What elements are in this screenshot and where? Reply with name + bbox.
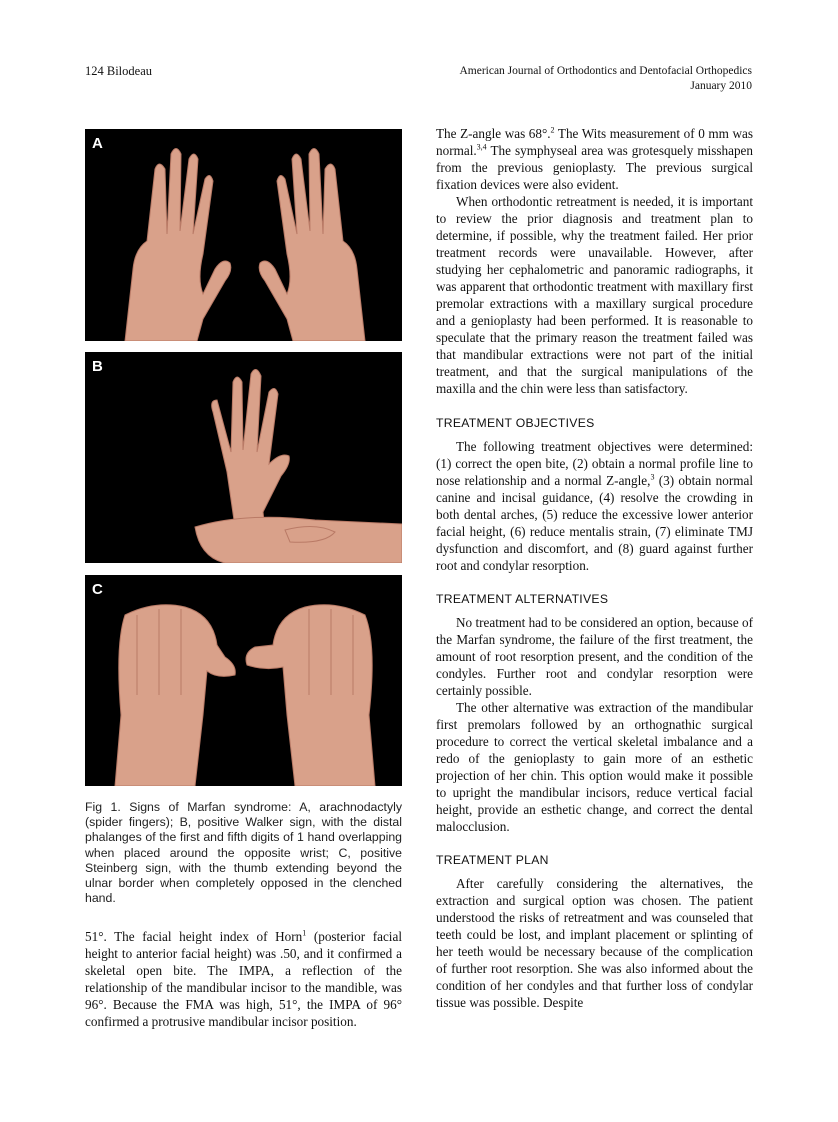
p3-text-a: The following treatment objectives were determined: (1) correct the open bite, (2) obtain a normal profile line to nose relationship and a normal Z-angle, — [436, 439, 753, 488]
reference-superscript: 3,4 — [476, 142, 487, 152]
paragraph-retreatment: When orthodontic retreatment is needed, it is important to review the prior diagnosis and treatment plan to determine, if possible, why the treatment failed. Her prior treatment records were unavailable. However, after studying her cephalometric and panoramic radiographs, it was apparent that orthodontic treatment with maxillary first premolar extractions with a maxillary surgical procedure and a genioplasty had been performed. It is reasonable to speculate that the primary reason the treatment failed was that mandibular extractions were not part of the initial treatment, and that the surgical manipulations of the maxilla and the chin were less than satisfactory. — [436, 194, 753, 396]
figure-panel-b — [85, 352, 402, 563]
paragraph-extraction-alternative: The other alternative was extraction of the mandibular first premolars followed by an orthognathic surgical procedure to correct the vertical skeletal imbalance and a redo of the genioplasty to gain more of an esthetic projection of her chin. This option would make it possible to upright the mandibular incisors, reduce vertical facial height, provide an esthetic change, and correct the dental malocclusion. — [436, 700, 753, 834]
figure-panel-c — [85, 575, 402, 786]
heading-treatment-alternatives: TREATMENT ALTERNATIVES — [436, 592, 609, 606]
paragraph-no-treatment: No treatment had to be considered an option, because of the Marfan syndrome, the failure of the first treatment, the amount of root resorption present, and the condition of the condyles. Further root and condylar resorption were certainly possible. — [436, 615, 753, 698]
panel-label-a: A — [92, 135, 103, 152]
running-header-page-author: 124 Bilodeau — [85, 64, 153, 78]
reference-superscript: 2 — [550, 125, 555, 135]
p1-text-a: The Z-angle was 68°. — [436, 126, 551, 141]
right-column — [436, 125, 753, 1011]
left-column-paragraph — [85, 928, 402, 1030]
heading-treatment-plan: TREATMENT PLAN — [436, 853, 549, 867]
panel-label-b: B — [92, 358, 103, 375]
heading-treatment-objectives: TREATMENT OBJECTIVES — [436, 416, 595, 430]
figure-caption-text: Fig 1. Signs of Marfan syndrome: A, arachnodactyly (spider fingers); B, positive Walker sign, with the distal phalanges of the first and fifth digits of 1 hand overlapping when placed around the opposite wrist; C, positive Steinberg sign, with the thumb extending beyond the ulnar border when completely opposed in the clenched hand. — [85, 800, 402, 906]
p3-text-b: (3) obtain normal canine and incisal guidance, (4) resolve the crowding in both dental arches, (5) reduce the excessive lower anterior facial height, (6) reduce mentalis strain, (7) eliminate TMJ dysfunction and discomfort, and (8) guard against further root and condylar resorption. — [436, 473, 753, 573]
figure-panel-a — [85, 129, 402, 341]
left-text-a: 51°. The facial height index of Horn — [85, 929, 303, 944]
issue-date: January 2010 — [690, 80, 752, 92]
hands-photo-b — [85, 352, 402, 563]
paragraph-treatment-plan: After carefully considering the alternatives, the extraction and surgical option was chosen. The patient understood the risks of retreatment and was counseled that teeth could be lost, and implant placement or splinting of her teeth would be necessary because of the complication of further root resorption. She was also informed about the condition of her condyles and that further loss of condylar tissue was possible. Despite — [436, 876, 753, 1010]
paragraph-objectives — [436, 438, 753, 574]
left-text-b: (posterior facial height to anterior facial height) was .50, and it confirmed a skeletal open bite. The IMPA, a reflection of the relationship of the mandibular incisor to the mandible, was 96°. Because the FMA was high, 51°, the IMPA of 96° confirmed a protrusive mandibular incisor position. — [85, 929, 402, 1029]
running-header-journal — [459, 64, 752, 94]
journal-title: American Journal of Orthodontics and Dentofacial Orthopedics — [459, 65, 752, 77]
panel-label-c: C — [92, 581, 103, 598]
reference-superscript: 3 — [650, 472, 655, 482]
hands-photo-a — [85, 129, 402, 341]
paragraph-z-angle — [436, 125, 753, 193]
figure-caption — [85, 800, 402, 906]
hands-photo-c — [85, 575, 402, 786]
p1-text-c: The symphyseal area was grotesquely misshapen from the previous genioplasty. The previous surgical fixation devices were also evident. — [436, 143, 753, 192]
p1-text-b: The Wits measurement of 0 mm was normal. — [436, 126, 753, 158]
reference-superscript: 1 — [302, 928, 307, 938]
